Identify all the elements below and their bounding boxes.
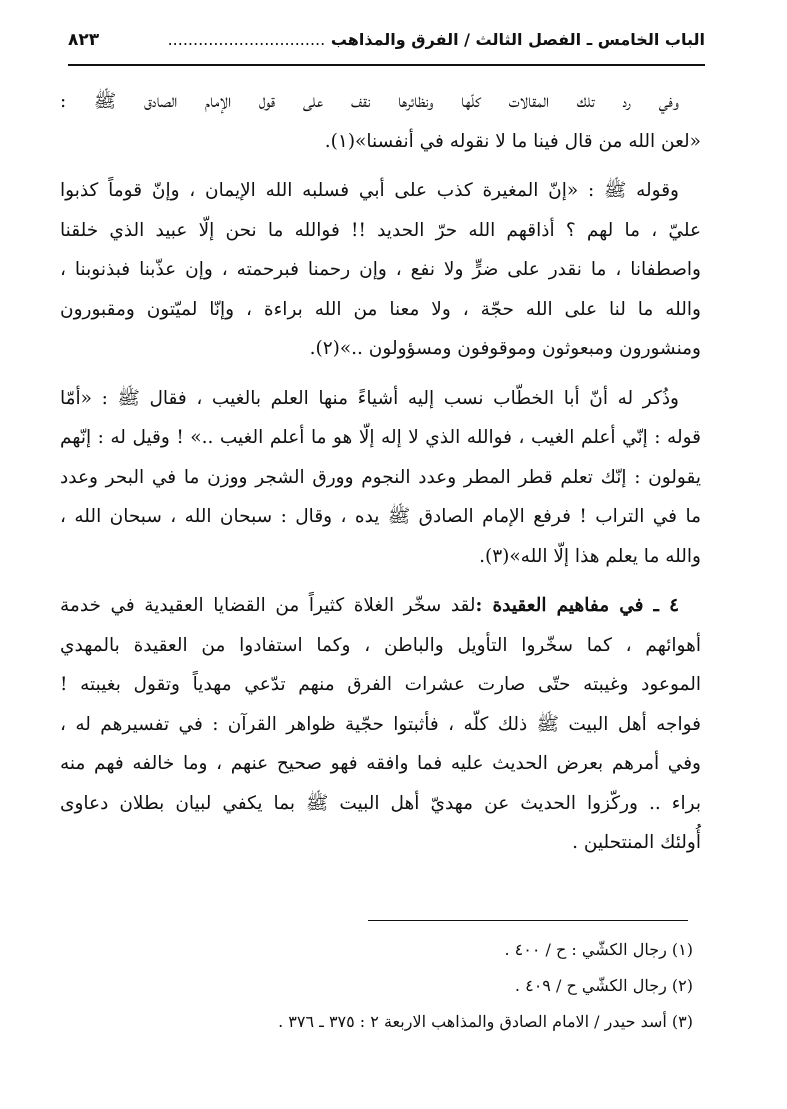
running-title-group: [168, 30, 705, 49]
text-line: وقوله ﷺ : «إنّ المغيرة كذب على أبي فسلبه الله الإيمان ، وإنّ قوماً كذبوا: [60, 180, 679, 201]
header-dot-leader: ...............................: [167, 30, 326, 49]
footnote-1: (١) رجال الكشّي : ح / ٤٠٠ .: [504, 940, 693, 959]
footnote-3: (٣) أسد حيدر / الامام الصادق والمذاهب الاربعة ٢ : ٣٧٥ ـ ٣٧٦ .: [278, 1012, 693, 1031]
footnote-separator: [368, 920, 688, 921]
paragraph-2: [60, 171, 701, 369]
running-header: [68, 30, 705, 66]
heading-continuation: لقد سخّر الغلاة كثيراً من القضايا العقيدية في خدمة: [60, 595, 476, 616]
text-line: واصطفانا ، ما نقدر على ضرٍّ ولا نفع ، وإن رحمنا فبرحمته ، وإن عذّبنا فبذنوبنا ،: [60, 259, 701, 280]
text-line: [60, 586, 701, 626]
main-text: [60, 82, 701, 873]
text-line: والله ما يعلم هذا إلّا الله»(٣).: [479, 545, 701, 567]
text-line: وذُكر له أنّ أبا الخطّاب نسب إليه أشياءً منها العلم بالغيب ، فقال ﷺ : «أمّا: [60, 387, 679, 409]
section-heading: ٤ ـ في مفاهيم العقيدة :: [475, 595, 679, 616]
text-line: براء .. وركّزوا الحديث عن مهديّ أهل البيت ﷺ بما يكفي لبيان بطلان دعاوى: [60, 792, 701, 814]
text-line: الموعود وغيبته حتّى صارت عشرات الفرق منهم تدّعي مهدياً وتقول بغيبته !: [60, 674, 701, 695]
footnotes: [80, 932, 693, 1040]
running-title: الباب الخامس ـ الفصل الثالث / الفرق والمذاهب: [330, 30, 705, 49]
paragraph-3: [60, 379, 701, 577]
text-line: ما في التراب ! فرفع الإمام الصادق ﷺ يده ، وقال : سبحان الله ، سبحان الله ،: [60, 506, 701, 527]
text-line: وفي أمرهم بعرض الحديث عليه فما وافقه فهو صحيح عنهم ، وما خالفه فهم منه: [60, 753, 701, 774]
text-line: عليّ ، ما لهم ؟ أذاقهم الله حرّ الحديد !! فوالله ما نحن إلّا عبيد الذي خلقنا: [60, 219, 701, 241]
text-line: أهوائهم ، كما سخّروا التأويل والباطن ، وكما استفادوا من العقيدة بالمهدي: [60, 634, 701, 656]
text-line: فواجه أهل البيت ﷺ ذلك كلّه ، فأثبتوا حجّية ظواهر القرآن : في تفسيرهم له ،: [60, 713, 701, 735]
page-number: ٨٢٣: [68, 30, 100, 50]
text-line: يقولون : إنّك تعلم قطر المطر وعدد النجوم وورق الشجر ووزن ما في البحر وعدد: [60, 466, 701, 488]
text-line: وفي رد تلك المقالات كلّها ونظائرها نقف على قول الإمام الصادق ﷺ :: [60, 91, 679, 112]
text-line: قوله : إنّي أعلم الغيب ، فوالله الذي لا إله إلّا هو ما أعلم الغيب ..» ! وقيل له : إنّهم: [60, 427, 701, 448]
paragraph-1: [60, 82, 701, 161]
text-line: ومنشورون ومبعوثون وموقوفون ومسؤولون ..»(٢).: [309, 338, 701, 359]
text-line: أُولئك المنتحلين .: [572, 832, 701, 853]
text-line: والله ما لنا على الله حجّة ، ولا معنا من الله براءة ، وإنّا لميّتون ومقبورون: [60, 298, 701, 320]
paragraph-4: [60, 586, 701, 863]
text-line: «لعن الله من قال فينا ما لا نقوله في أنفسنا»(١).: [324, 130, 701, 152]
footnote-2: (٢) رجال الكشّي ح / ٤٠٩ .: [514, 976, 693, 995]
